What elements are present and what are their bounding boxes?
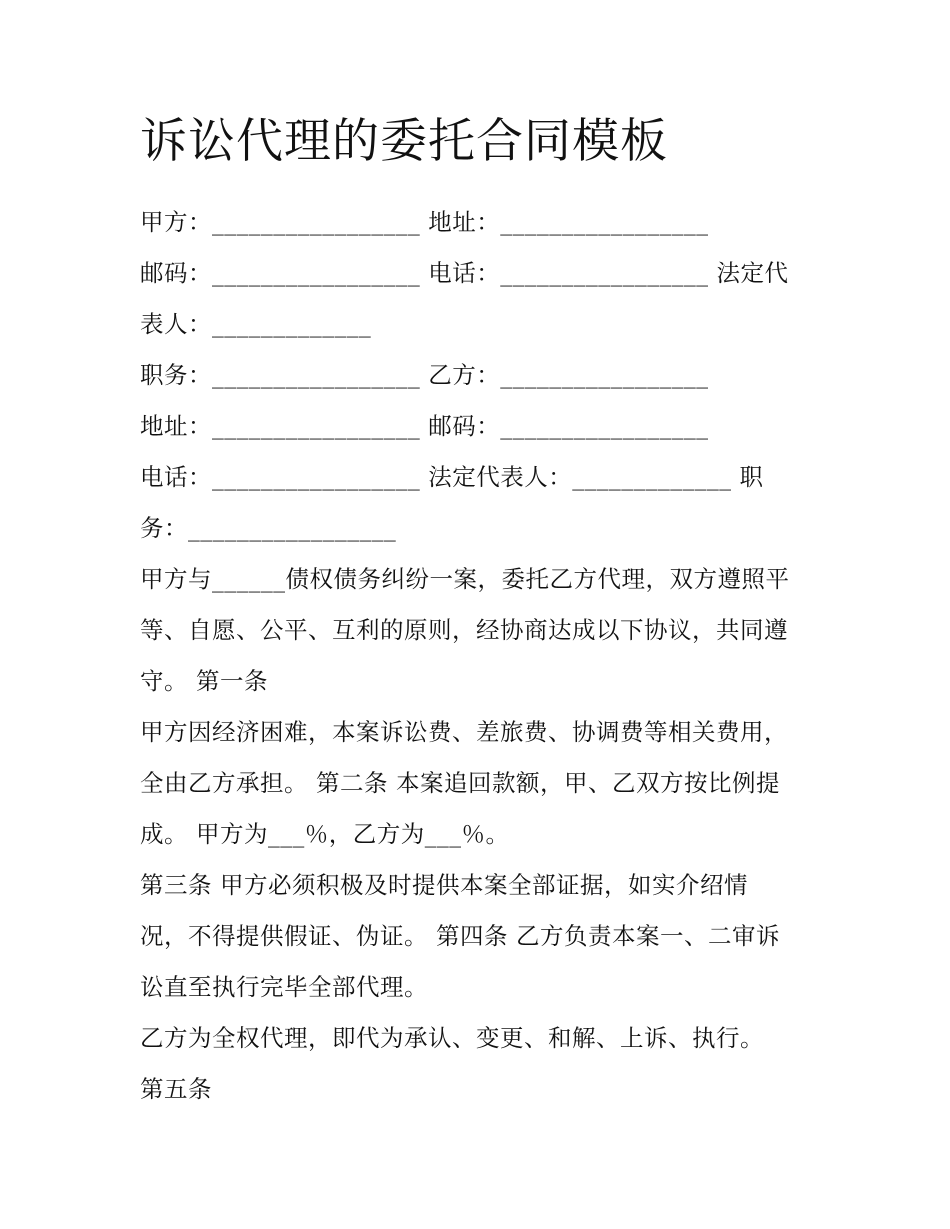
position-line: 务：_________________	[140, 514, 397, 542]
paragraph-line: 守。 第一条	[140, 667, 268, 695]
postcode-phone-line: 邮码：_________________ 电话：_________________ 法定代	[140, 259, 789, 287]
legal-representative-line: 表人：_____________	[140, 310, 372, 338]
position-party-b-line: 职务：_________________ 乙方：_________________	[140, 361, 709, 389]
address-postcode-line: 地址：_________________ 邮码：_________________	[140, 412, 709, 440]
paragraph-line: 全由乙方承担。 第二条 本案追回款额，甲、乙双方按比例提	[140, 769, 780, 797]
paragraph-line: 第五条	[140, 1075, 212, 1103]
phone-representative-line: 电话：_________________ 法定代表人：_____________ 职	[140, 463, 764, 491]
paragraph-line: 况，不得提供假证、伪证。 第四条 乙方负责本案一、二审诉	[140, 922, 780, 950]
document-title: 诉讼代理的委托合同模板	[140, 114, 668, 169]
party-a-address-line: 甲方：_________________ 地址：_________________	[140, 208, 709, 236]
paragraph-line: 乙方为全权代理，即代为承认、变更、和解、上诉、执行。	[140, 1024, 764, 1052]
paragraph-line: 甲方因经济困难，本案诉讼费、差旅费、协调费等相关费用，	[140, 718, 788, 746]
paragraph-line: 等、自愿、公平、互利的原则，经协商达成以下协议，共同遵	[140, 616, 788, 644]
paragraph-line: 甲方与______债权债务纠纷一案，委托乙方代理，双方遵照平	[140, 565, 790, 593]
paragraph-line: 第三条 甲方必须积极及时提供本案全部证据，如实介绍情	[140, 871, 748, 899]
paragraph-line: 成。 甲方为___％，乙方为___％。	[140, 820, 510, 848]
paragraph-line: 讼直至执行完毕全部代理。	[140, 973, 428, 1001]
